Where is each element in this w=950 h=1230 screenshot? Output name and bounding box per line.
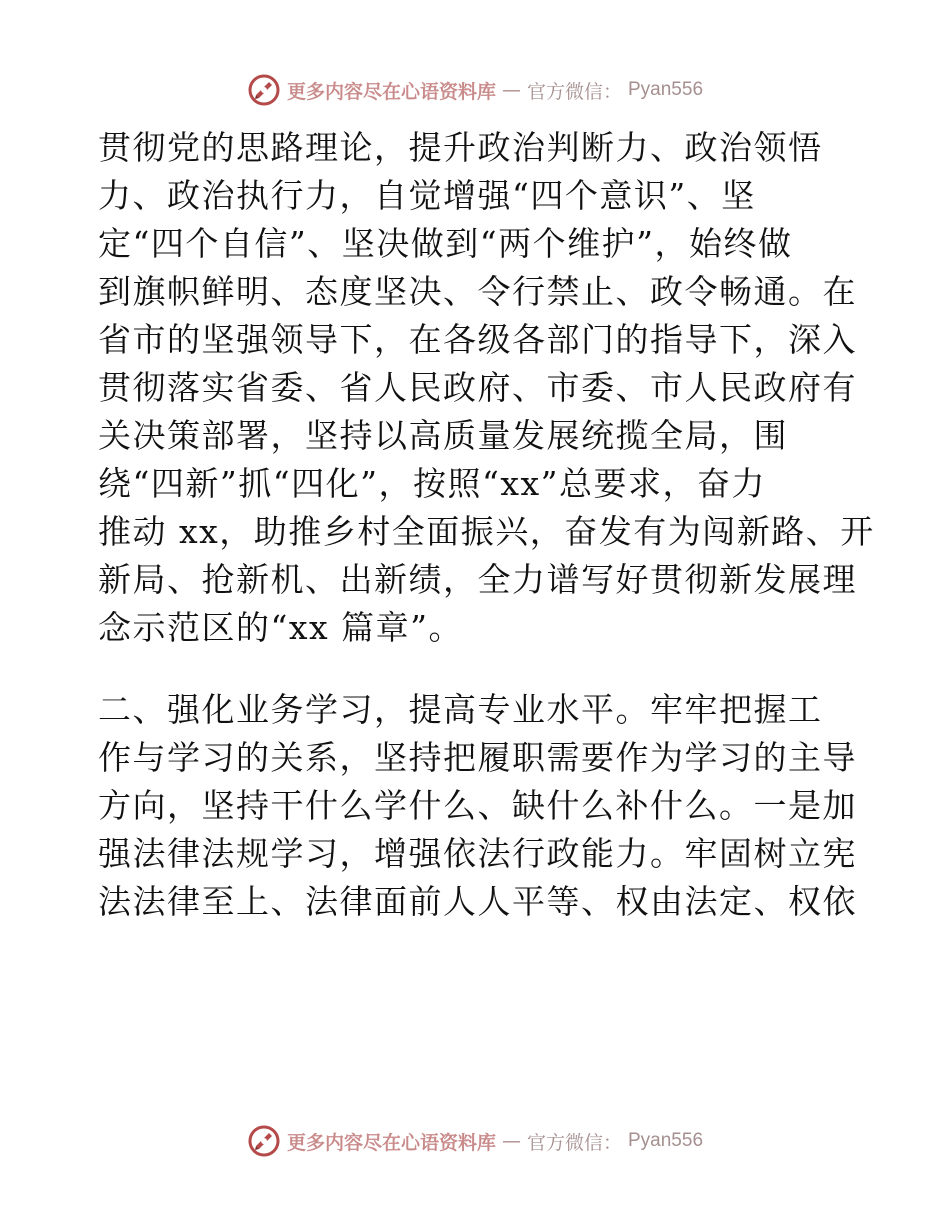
- text-line: 强法律法规学习，增强依法行政能力。牢固树立宪: [98, 834, 857, 873]
- text-line: 新局、抢新机、出新绩，全力谱写好贯彻新发展理: [98, 560, 857, 599]
- paragraph-1: [98, 124, 875, 652]
- logo-icon: [247, 1124, 281, 1158]
- text-line: 贯彻党的思路理论，提升政治判断力、政治领悟: [98, 128, 823, 167]
- watermark-site-text: 更多内容尽在心语资料库: [286, 1131, 496, 1154]
- text-line: 定“四个自信”、坚决做到“两个维护”，始终做: [98, 224, 793, 263]
- text-line: 法法律至上、法律面前人人平等、权由法定、权依: [98, 882, 857, 921]
- text-line: 作与学习的关系，坚持把履职需要作为学习的主导: [98, 738, 857, 777]
- text-line: 方向，坚持干什么学什么、缺什么补什么。一是加: [98, 786, 857, 825]
- footer-watermark: [0, 1121, 950, 1161]
- paragraph-gap: [98, 652, 858, 686]
- watermark-official-label: 官方微信：: [526, 80, 622, 103]
- header-watermark: [0, 70, 950, 110]
- watermark-wechat-id: Pyan556: [628, 1130, 704, 1151]
- text-line: 力、政治执行力，自觉增强“四个意识”、坚: [98, 176, 756, 215]
- watermark-wechat-id: Pyan556: [628, 79, 704, 100]
- text-line: 绕“四新”抓“四化”，按照“xx”总要求，奋力: [98, 464, 766, 503]
- text-line: 贯彻落实省委、省人民政府、市委、市人民政府有: [98, 368, 857, 407]
- watermark-dash: —: [501, 79, 521, 101]
- watermark-site-text: 更多内容尽在心语资料库: [286, 80, 496, 103]
- document-body: [98, 124, 875, 926]
- logo-icon: [247, 73, 281, 107]
- text-line: 二、强化业务学习，提高专业水平。牢牢把握工: [98, 690, 823, 729]
- watermark-official-label: 官方微信：: [526, 1131, 622, 1154]
- text-line: 念示范区的“xx 篇章”。: [98, 608, 463, 647]
- paragraph-2: [98, 686, 858, 926]
- watermark-dash: —: [501, 1130, 521, 1152]
- text-line: 推动 xx，助推乡村全面振兴，奋发有为闯新路、开: [98, 512, 875, 551]
- text-line: 关决策部署，坚持以高质量发展统揽全局，围: [98, 416, 788, 455]
- text-line: 省市的坚强领导下，在各级各部门的指导下，深入: [98, 320, 857, 359]
- text-line: 到旗帜鲜明、态度坚决、令行禁止、政令畅通。在: [98, 272, 857, 311]
